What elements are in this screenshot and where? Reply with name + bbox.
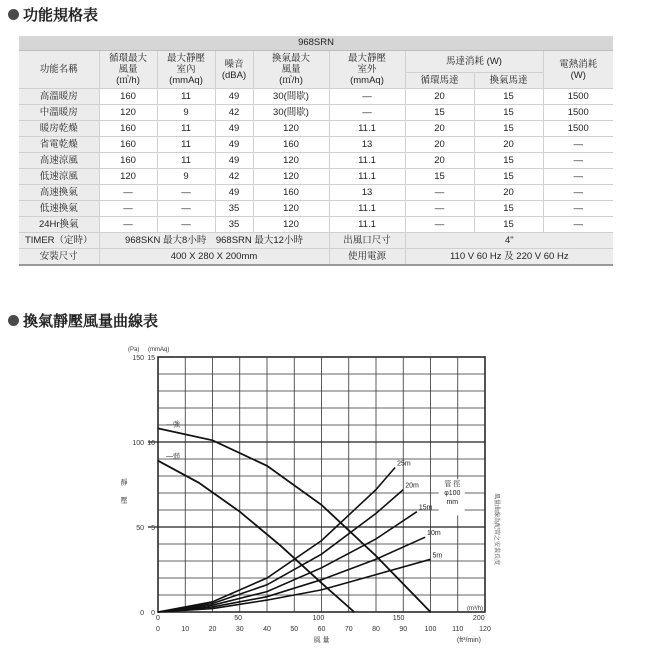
- spec-rows: [19, 89, 613, 233]
- static-pressure-chart: [110, 335, 510, 645]
- spec-cell: 120: [253, 201, 329, 217]
- spec-cell: 11.1: [329, 169, 405, 185]
- spec-row: [19, 137, 613, 153]
- spec-row: [19, 201, 613, 217]
- y-unit-pa: (Pa): [128, 347, 140, 353]
- x2-unit: (m³/h): [467, 606, 483, 612]
- y-tick-pa: 150: [132, 355, 144, 362]
- spec-cell: 160: [253, 185, 329, 201]
- x-tick-cfm: 100: [424, 626, 437, 633]
- duct-curve-label: 20m: [405, 482, 419, 490]
- header-heater: 電熱消耗 (W): [543, 51, 613, 89]
- x-tick-m3h: 100: [312, 615, 325, 622]
- spec-cell: —: [405, 185, 474, 201]
- spec-cell: 20: [474, 137, 543, 153]
- fan-curve-label: —弱: [166, 453, 180, 461]
- spec-cell: —: [157, 185, 215, 201]
- function-name: 低速涼風: [19, 169, 99, 185]
- spec-cell: 49: [215, 121, 253, 137]
- x-tick-cfm: 40: [263, 626, 271, 633]
- timer-label: TIMER（定時）: [19, 233, 99, 249]
- function-name: 中溫暖房: [19, 105, 99, 121]
- spec-cell: 11.1: [329, 201, 405, 217]
- x-tick-cfm: 110: [452, 626, 464, 633]
- spec-cell: 15: [474, 217, 543, 233]
- spec-row: [19, 217, 613, 233]
- duct-curve-label: 15m: [418, 504, 433, 512]
- spec-row: [19, 89, 613, 105]
- y-tick-mmaq: 0: [151, 610, 155, 617]
- install-value: 400 X 280 X 200mm: [99, 249, 329, 266]
- x-tick-cfm: 50: [290, 626, 299, 633]
- spec-cell: 160: [99, 89, 157, 105]
- function-name: 高速換氣: [19, 185, 99, 201]
- x-tick-cfm: 20: [208, 626, 217, 633]
- y-tick-pa: 100: [132, 440, 144, 447]
- spec-cell: 160: [99, 137, 157, 153]
- spec-cell: 49: [215, 153, 253, 169]
- spec-cell: —: [99, 185, 157, 201]
- spec-cell: 11.1: [329, 217, 405, 233]
- header-motor-vent: 換氣馬達: [474, 73, 543, 89]
- function-name: 低速換氣: [19, 201, 99, 217]
- model-name: 968SRN: [19, 36, 613, 51]
- x-tick-cfm: 80: [372, 626, 380, 633]
- curve-title-text: 換氣靜壓風量曲線表: [23, 313, 159, 330]
- spec-row: [19, 153, 613, 169]
- duct-curve-label: 10m: [427, 530, 441, 538]
- x-tick-cfm: 10: [181, 626, 190, 633]
- x-tick-m3h: 150: [392, 615, 405, 622]
- spec-cell: 160: [99, 153, 157, 169]
- header-noise: 噪音 (dBA): [215, 51, 253, 89]
- spec-cell: 20: [405, 137, 474, 153]
- spec-cell: 160: [99, 121, 157, 137]
- side-note: 風量曲線為配管之安裝長度: [493, 493, 499, 566]
- spec-cell: —: [543, 137, 613, 153]
- spec-cell: —: [99, 201, 157, 217]
- spec-cell: 9: [157, 105, 215, 121]
- spec-cell: 11: [157, 121, 215, 137]
- legend-text: 管 徑: [444, 481, 461, 489]
- x-axis-label: 風 量: [313, 637, 330, 644]
- timer-value: 968SKN 最大8小時 968SRN 最大12小時: [99, 233, 329, 249]
- x-tick-cfm: 0: [156, 626, 160, 633]
- x-tick-m3h: 200: [472, 615, 485, 622]
- spec-title-text: 功能規格表: [23, 7, 99, 24]
- x-tick-cfm: 90: [399, 626, 408, 633]
- header-circ-flow: 循環最大 風量 (㎥/h): [99, 51, 157, 89]
- spec-cell: 120: [99, 169, 157, 185]
- spec-cell: —: [543, 153, 613, 169]
- x-tick-cfm: 70: [344, 626, 353, 633]
- y-tick-pa: 50: [136, 525, 144, 532]
- spec-cell: 160: [253, 137, 329, 153]
- duct-curve-label: 5m: [432, 552, 443, 560]
- spec-row: [19, 169, 613, 185]
- header-function: 功能名稱: [19, 51, 99, 89]
- spec-cell: —: [543, 185, 613, 201]
- spec-cell: 11.1: [329, 153, 405, 169]
- spec-cell: 20: [405, 89, 474, 105]
- spec-cell: 1500: [543, 121, 613, 137]
- spec-cell: 120: [253, 121, 329, 137]
- y-tick-mmaq: 15: [147, 355, 155, 362]
- spec-cell: 15: [474, 169, 543, 185]
- spec-cell: 42: [215, 169, 253, 185]
- spec-cell: —: [157, 217, 215, 233]
- y-axis-label: 靜: [120, 479, 128, 487]
- spec-cell: 13: [329, 185, 405, 201]
- spec-cell: 15: [474, 201, 543, 217]
- x-tick-m3h: 50: [234, 615, 243, 622]
- header-vent-flow: 換氣最大 風量 (㎥/h): [253, 51, 329, 89]
- spec-cell: 15: [474, 89, 543, 105]
- spec-cell: 49: [215, 137, 253, 153]
- spec-cell: 20: [405, 121, 474, 137]
- spec-cell: 42: [215, 105, 253, 121]
- spec-row: [19, 121, 613, 137]
- x-tick-m3h: 0: [156, 615, 160, 622]
- spec-cell: 49: [215, 185, 253, 201]
- spec-cell: 30(間歇): [253, 105, 329, 121]
- legend-text: φ100: [444, 490, 461, 498]
- function-name: 24Hr換氣: [19, 217, 99, 233]
- bullet-icon: [8, 315, 19, 326]
- spec-cell: 11: [157, 89, 215, 105]
- spec-cell: 20: [474, 185, 543, 201]
- spec-cell: —: [543, 169, 613, 185]
- spec-cell: —: [405, 201, 474, 217]
- x-tick-cfm: 30: [235, 626, 244, 633]
- curve-section-title: [8, 310, 158, 331]
- spec-cell: 15: [405, 169, 474, 185]
- y-tick-pa: 0: [140, 610, 144, 617]
- spec-cell: 15: [474, 121, 543, 137]
- header-static-in: 最大靜壓 室內 (mmAq): [157, 51, 215, 89]
- spec-cell: 120: [99, 105, 157, 121]
- spec-cell: 1500: [543, 89, 613, 105]
- y-tick-mmaq: 5: [151, 525, 155, 532]
- spec-cell: 9: [157, 169, 215, 185]
- install-label: 安裝尺寸: [19, 249, 99, 266]
- spec-row: [19, 105, 613, 121]
- x-tick-cfm: 120: [479, 626, 491, 633]
- spec-table: [19, 36, 613, 266]
- power-label: 使用電源: [329, 249, 405, 266]
- spec-cell: —: [157, 201, 215, 217]
- spec-row: [19, 185, 613, 201]
- spec-cell: 15: [474, 153, 543, 169]
- y-unit-mmaq: (mmAq): [148, 347, 170, 353]
- spec-cell: 11.1: [329, 121, 405, 137]
- spec-cell: 15: [474, 105, 543, 121]
- duct-curve-label: 25m: [397, 460, 411, 468]
- spec-cell: —: [543, 217, 613, 233]
- spec-cell: —: [405, 217, 474, 233]
- power-value: 110 V 60 Hz 及 220 V 60 Hz: [405, 249, 613, 266]
- function-name: 省電乾燥: [19, 137, 99, 153]
- bullet-icon: [8, 9, 19, 20]
- spec-cell: 13: [329, 137, 405, 153]
- x-tick-cfm: 60: [317, 626, 326, 633]
- fan-curve-label: —強: [166, 421, 180, 429]
- header-static-out: 最大靜壓 室外 (mmAq): [329, 51, 405, 89]
- y-axis-label: 壓: [120, 497, 128, 505]
- spec-cell: 120: [253, 217, 329, 233]
- function-name: 高速涼風: [19, 153, 99, 169]
- spec-cell: 1500: [543, 105, 613, 121]
- spec-cell: 49: [215, 89, 253, 105]
- spec-cell: 15: [405, 105, 474, 121]
- header-motor: 馬達消耗 (W): [405, 51, 543, 73]
- spec-section-title: [8, 4, 98, 25]
- spec-cell: 120: [253, 169, 329, 185]
- spec-cell: —: [543, 201, 613, 217]
- spec-cell: 35: [215, 201, 253, 217]
- spec-cell: 30(間歇): [253, 89, 329, 105]
- function-name: 暖房乾燥: [19, 121, 99, 137]
- spec-cell: 11: [157, 137, 215, 153]
- spec-cell: 11: [157, 153, 215, 169]
- legend-text: mm: [446, 499, 459, 507]
- spec-cell: 120: [253, 153, 329, 169]
- spec-cell: 20: [405, 153, 474, 169]
- outlet-label: 出風口尺寸: [329, 233, 405, 249]
- spec-cell: —: [99, 217, 157, 233]
- function-name: 高溫暖房: [19, 89, 99, 105]
- y-tick-mmaq: 10: [147, 440, 155, 447]
- spec-cell: 35: [215, 217, 253, 233]
- spec-cell: —: [329, 105, 405, 121]
- header-motor-circ: 循環馬達: [405, 73, 474, 89]
- x-unit: (ft³/min): [456, 637, 481, 644]
- outlet-value: 4": [405, 233, 613, 249]
- spec-cell: —: [329, 89, 405, 105]
